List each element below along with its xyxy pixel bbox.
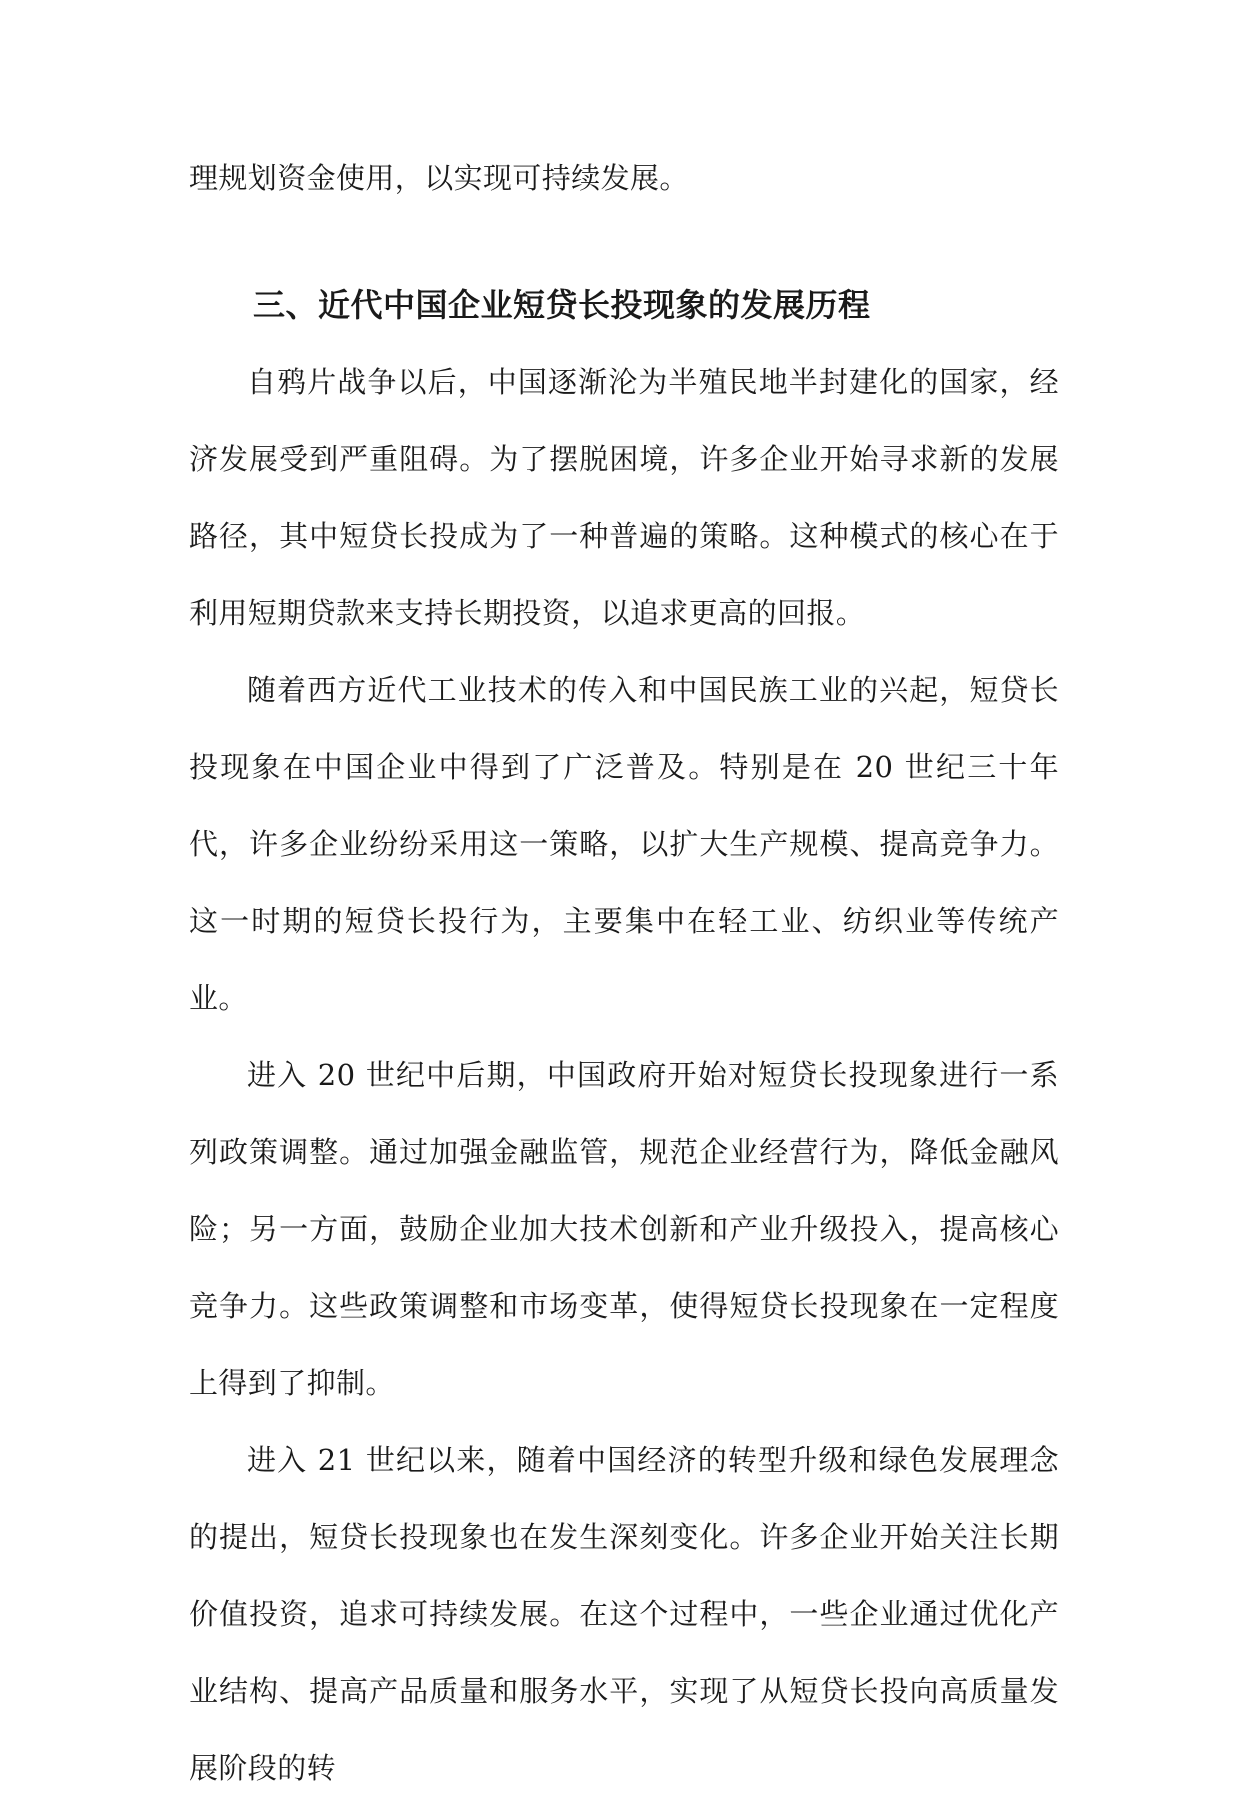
- paragraph-4: 进入 21 世纪以来，随着中国经济的转型升级和绿色发展理念的提出，短贷长投现象也在发生深刻变化。许多企业开始关注长期价值投资，追求可持续发展。在这个过程中，一些企业通过优化产业结构、提高产品质量和服务水平，实现了从短贷长投向高质量发展阶段的转: [189, 1443, 1059, 1785]
- paragraph-3: 进入 20 世纪中后期，中国政府开始对短贷长投现象进行一系列政策调整。通过加强金融监管，规范企业经营行为，降低金融风险；另一方面，鼓励企业加大技术创新和产业升级投入，提高核心竞争力。这些政策调整和市场变革，使得短贷长投现象在一定程度上得到了抑制。: [189, 1058, 1059, 1400]
- page-content: [189, 140, 1059, 1807]
- lead-fragment: 理规划资金使用，以实现可持续发展。: [189, 161, 689, 195]
- section-heading: 三、近代中国企业短贷长投现象的发展历程: [253, 286, 871, 324]
- paragraph-2: 随着西方近代工业技术的传入和中国民族工业的兴起，短贷长投现象在中国企业中得到了广泛普及。特别是在 20 世纪三十年代，许多企业纷纷采用这一策略，以扩大生产规模、提高竞争力。这一时期的短贷长投行为，主要集中在轻工业、纺织业等传统产业。: [189, 673, 1059, 1015]
- paragraph-1: 自鸦片战争以后，中国逐渐沦为半殖民地半封建化的国家，经济发展受到严重阻碍。为了摆脱困境，许多企业开始寻求新的发展路径，其中短贷长投成为了一种普遍的策略。这种模式的核心在于利用短期贷款来支持长期投资，以追求更高的回报。: [189, 365, 1059, 630]
